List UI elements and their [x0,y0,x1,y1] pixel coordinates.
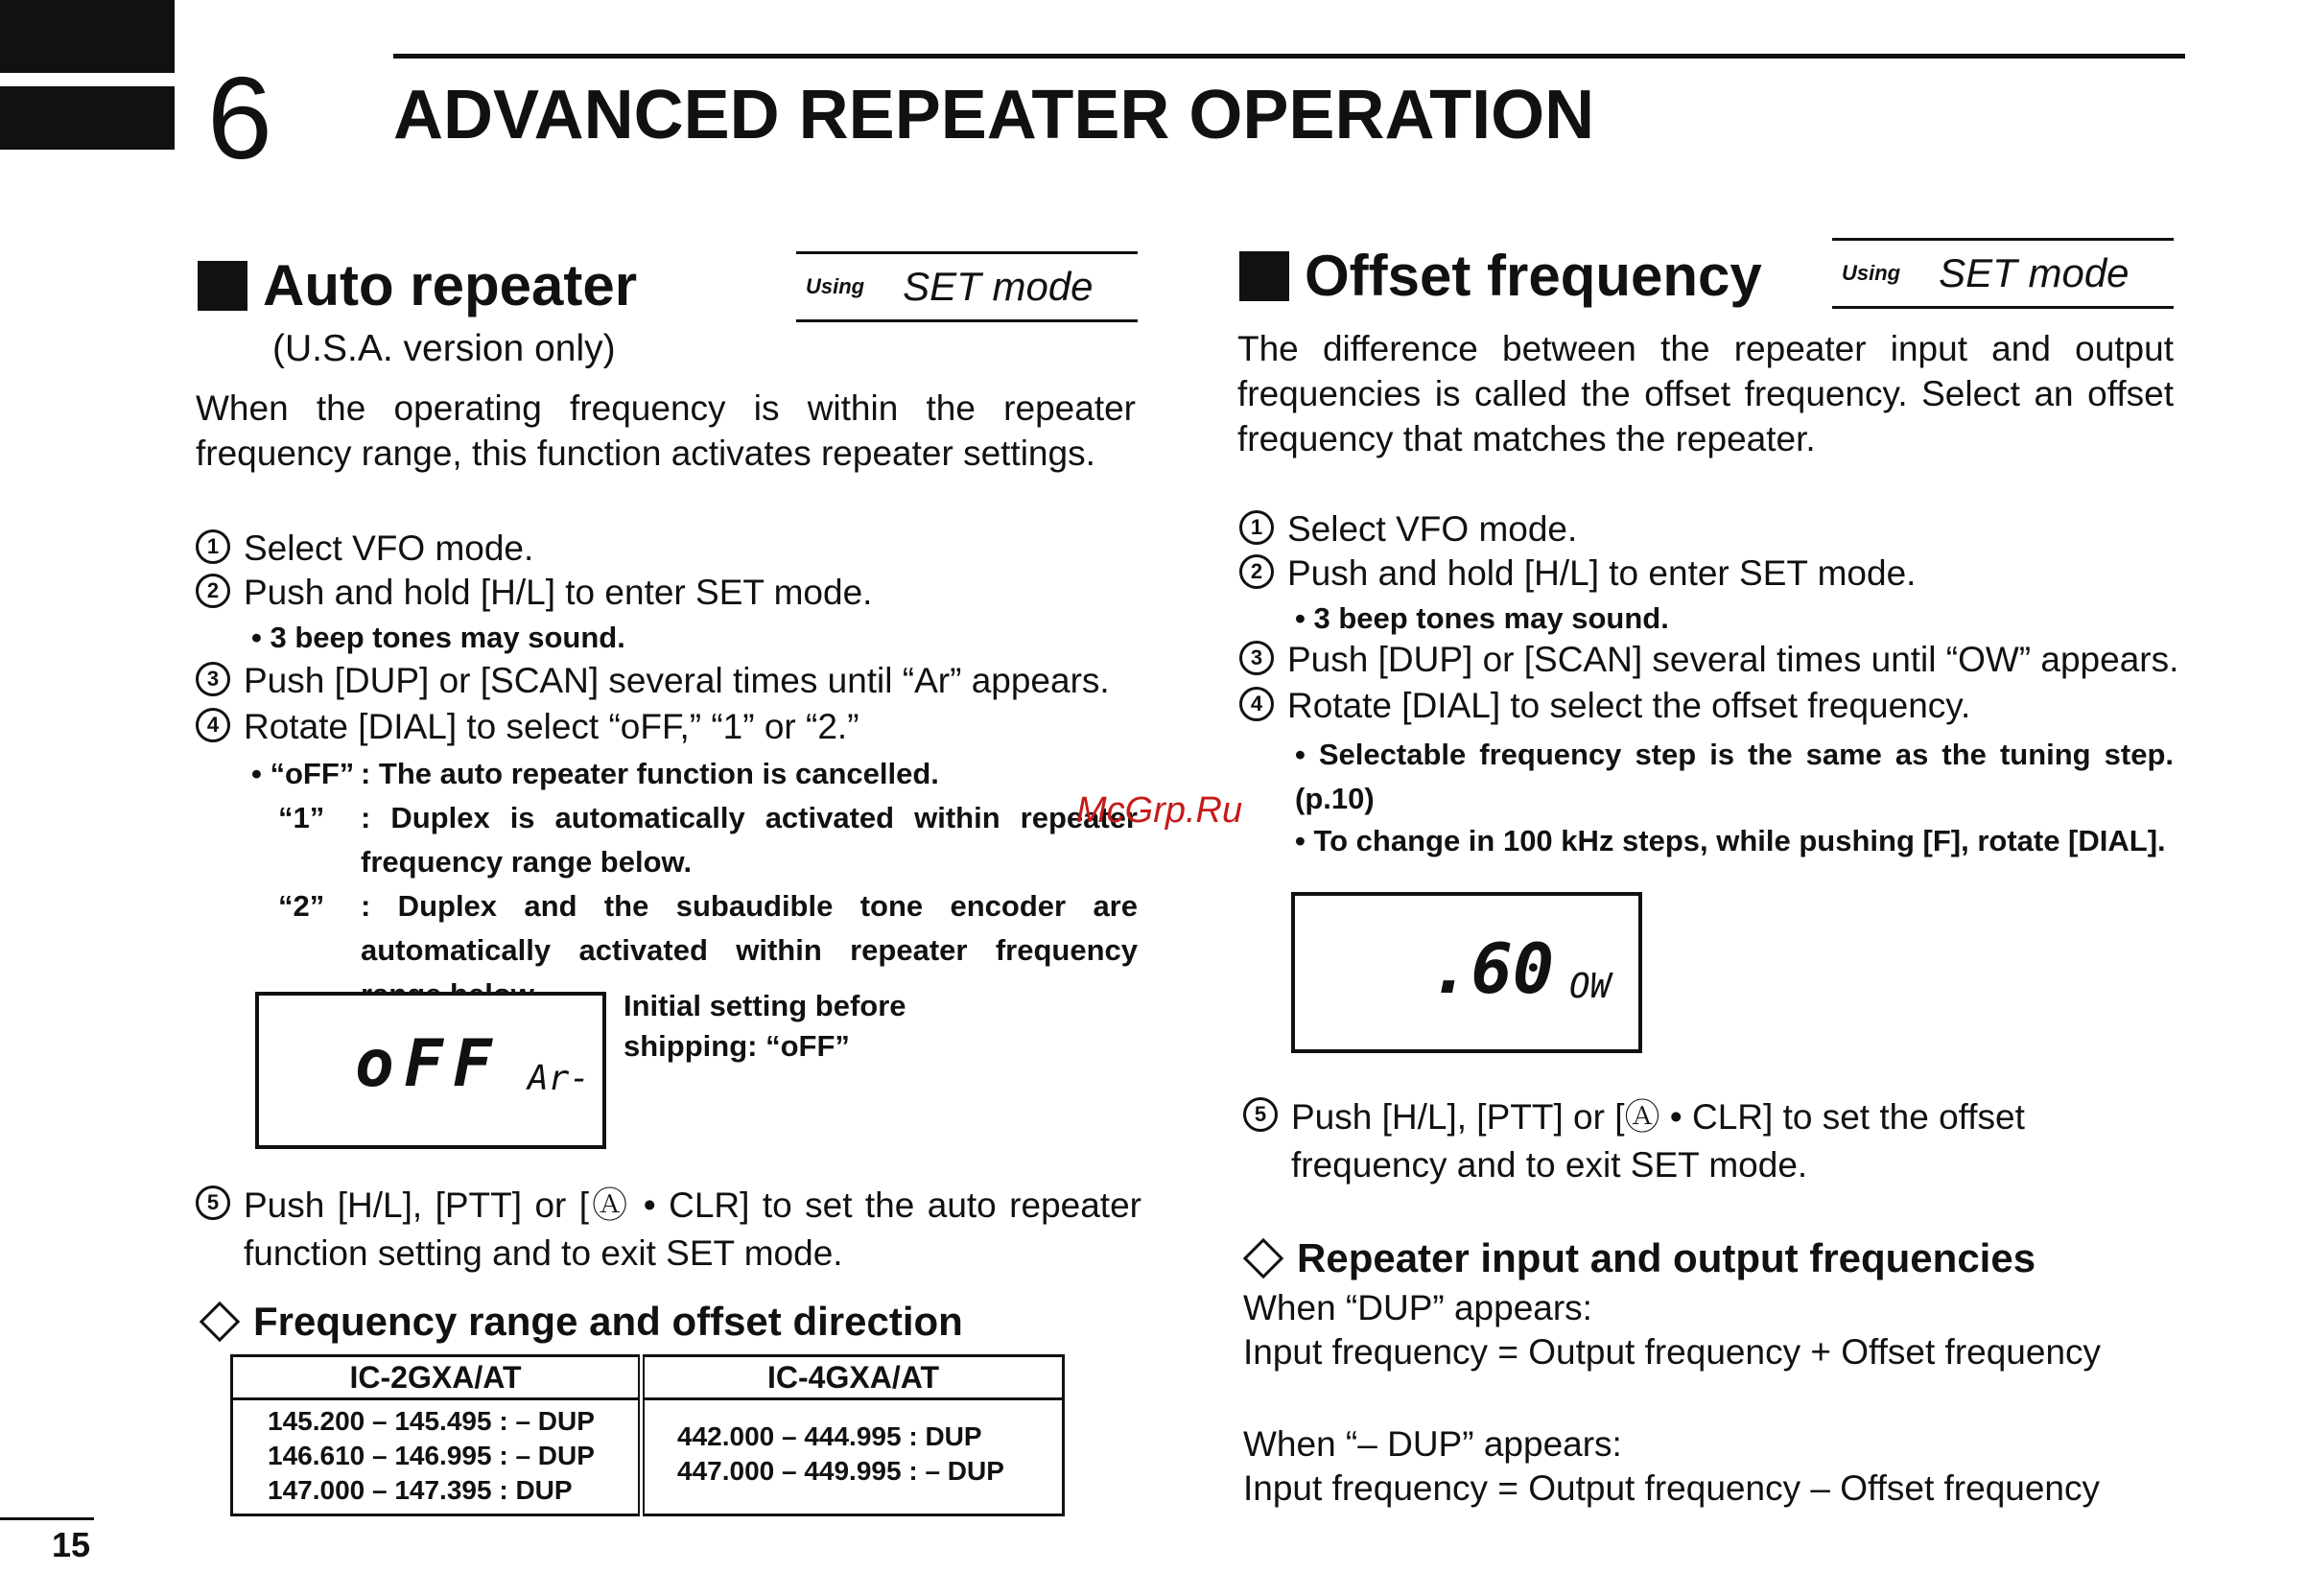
offset-note-step: • Selectable frequency step is the same as the tuning step. (p.10) [1295,738,2174,815]
step-text: Rotate [DIAL] to select the offset frequency. [1287,686,1971,725]
range-row: 442.000 – 444.995 : DUP [677,1421,982,1451]
offset-frequency-heading [1239,244,1762,308]
step-text: Push and hold [H/L] to enter SET mode. [1287,553,1917,593]
auto-repeater-heading [198,253,638,317]
offset-note-100khz: • To change in 100 kHz steps, while pushing [F], rotate [DIAL]. [1295,824,2166,857]
auto-step-4 [196,704,859,749]
watermark: McGrp.Ru [1076,790,1243,831]
option-1-key: “1” [278,801,325,834]
step-text: Push [H/L], [PTT] or [Ⓐ • CLR] to set the offset frequency and to exit SET mode. [1291,1097,2025,1185]
dup-formula: Input frequency = Output frequency + Offset frequency [1243,1332,2102,1372]
offset-set-mode-label [1832,238,2174,309]
step-number: 3 [1239,641,1274,675]
option-off-desc: : The auto repeater function is cancelled. [361,757,939,790]
auto-repeater-subtitle: (U.S.A. version only) [272,328,616,369]
range-row: 145.200 – 145.495 : – DUP [268,1406,595,1436]
chapter-tab-top [0,0,175,73]
ranges-2g [232,1399,642,1515]
offset-step-5 [1243,1093,2183,1189]
minus-dup-label: When “– DUP” appears: [1243,1424,1622,1464]
set-mode-label: SET mode [903,264,1094,309]
initial-setting-note: Initial setting before shipping: “oFF” [624,989,906,1063]
step-number: 1 [196,529,230,564]
model-header-4g: IC-4GXA/AT [642,1356,1064,1399]
step-number: 5 [1243,1097,1278,1132]
ranges-4g [642,1399,1064,1515]
repeater-io-title: Repeater input and output frequencies [1297,1235,2036,1280]
auto-step-5 [196,1182,1141,1278]
frequency-range-title: Frequency range and offset direction [253,1299,963,1344]
step-text: Select VFO mode. [1287,509,1578,549]
step-text: Push [H/L], [PTT] or [Ⓐ • CLR] to set the auto repeater function setting and to exit SET mode. [244,1185,1141,1273]
chapter-rule [393,54,2185,59]
heading-square [198,261,247,311]
chapter-title: ADVANCED REPEATER OPERATION [393,77,1595,153]
offset-step-2 [1239,551,1916,596]
lcd-suffix: Ar- [528,1059,591,1098]
step-number: 1 [1239,510,1274,545]
offset-lcd [1291,892,1642,1053]
range-row: 147.000 – 147.395 : DUP [268,1475,573,1505]
step-number: 2 [1239,554,1274,589]
step-number: 2 [196,574,230,608]
step-text: Select VFO mode. [244,528,534,568]
auto-step-3 [196,658,1110,703]
step-text: Push [DUP] or [SCAN] several times until “Ar” appears. [244,661,1110,700]
step-number: 4 [196,708,230,742]
step-number: 3 [196,662,230,696]
repeater-io-heading [1241,1235,2035,1281]
option-1-desc: : Duplex is automatically activated within repeater frequency range below. [361,801,1138,879]
using-label: Using [1842,261,1901,285]
page-number-rule [0,1517,94,1520]
offset-step-1 [1239,506,1577,552]
option-off-key: • “oFF” [251,757,355,790]
step-number: 5 [196,1185,230,1220]
auto-repeater-intro: When the operating frequency is within the repeater frequency range, this function activates repeater settings. [196,388,1136,473]
offset-intro: The difference between the repeater input and output frequencies is called the offset frequency. Select an offset frequency that matches the repeater. [1237,329,2174,458]
lcd-suffix: OW [1569,967,1612,1006]
range-row: 447.000 – 449.995 : – DUP [677,1456,1004,1486]
auto-repeater-lcd [255,992,606,1149]
step-text: Rotate [DIAL] to select “oFF,” “1” or “2.” [244,707,859,746]
step-text: Push and hold [H/L] to enter SET mode. [244,573,873,612]
option-2-key: “2” [278,889,325,923]
dup-label: When “DUP” appears: [1243,1288,1592,1327]
auto-step-2-note: • 3 beep tones may sound. [251,621,625,654]
auto-repeater-title: Auto repeater [263,253,638,317]
offset-step-3 [1239,637,2178,682]
frequency-range-heading [198,1299,963,1345]
auto-step-2 [196,570,872,615]
chapter-number: 6 [207,53,272,183]
page-number: 15 [52,1525,91,1564]
offset-frequency-title: Offset frequency [1305,244,1762,308]
auto-step-1 [196,526,533,571]
range-row: 146.610 – 146.995 : – DUP [268,1441,595,1470]
offset-step-2-note: • 3 beep tones may sound. [1295,601,1669,635]
chapter-tab-bottom [0,86,175,150]
diamond-icon [200,1302,240,1342]
set-mode-label: SET mode [1939,250,2130,295]
frequency-range-table [230,1354,1065,1516]
heading-square [1239,251,1289,301]
lcd-main-value: .60 [1429,928,1555,1009]
using-label: Using [806,274,865,298]
option-2-desc: : Duplex and the subaudible tone encoder are automatically activated within repeater frequency [361,889,1138,967]
step-number: 4 [1239,687,1274,721]
model-header-2g: IC-2GXA/AT [232,1356,642,1399]
auto-repeater-set-mode-label [796,251,1138,322]
step-text: Push [DUP] or [SCAN] several times until “OW” appears. [1287,640,2179,679]
diamond-icon [1243,1238,1283,1279]
offset-step-4 [1239,683,1970,728]
minus-dup-formula: Input frequency = Output frequency – Offset frequency [1243,1468,2101,1508]
lcd-main-value: oFF [355,1026,502,1102]
